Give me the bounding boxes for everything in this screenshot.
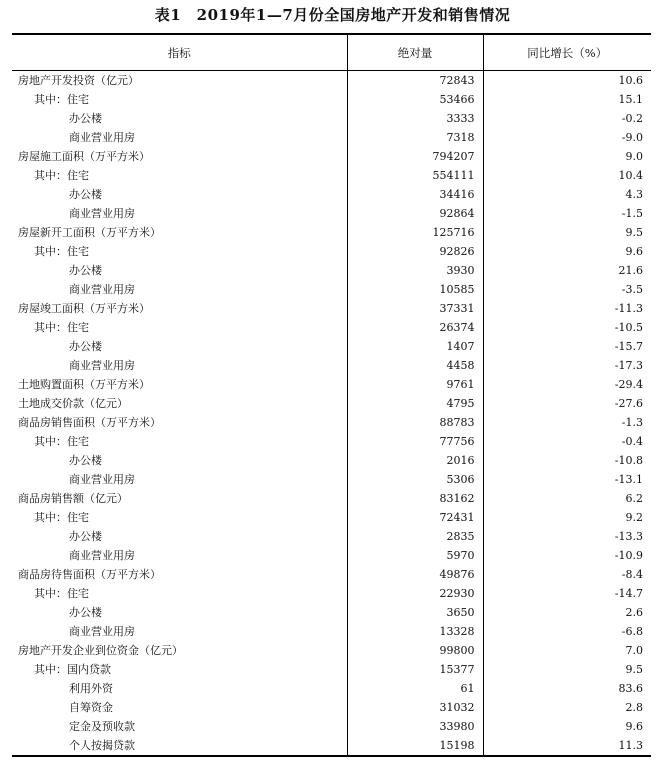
growth-cell: 2.8 bbox=[483, 698, 651, 717]
absolute-value-cell: 33980 bbox=[347, 717, 483, 736]
table-row bbox=[12, 71, 651, 91]
absolute-value-cell: 3333 bbox=[347, 109, 483, 128]
table-row bbox=[12, 698, 651, 717]
absolute-value-cell: 794207 bbox=[347, 147, 483, 166]
table-row bbox=[12, 356, 651, 375]
absolute-value-cell: 15377 bbox=[347, 660, 483, 679]
absolute-value-cell: 13328 bbox=[347, 622, 483, 641]
growth-cell: 83.6 bbox=[483, 679, 651, 698]
absolute-value-cell: 5306 bbox=[347, 470, 483, 489]
table-row bbox=[12, 166, 651, 185]
table-row bbox=[12, 299, 651, 318]
table-row bbox=[12, 546, 651, 565]
indicator-cell: 个人按揭贷款 bbox=[12, 736, 347, 756]
indicator-cell: 房地产开发投资（亿元） bbox=[18, 74, 139, 87]
growth-cell: -6.8 bbox=[483, 622, 651, 641]
indicator-cell: 利用外资 bbox=[69, 682, 113, 695]
indicator-cell: 其中：住宅 bbox=[34, 587, 89, 600]
growth-cell: -15.7 bbox=[483, 337, 651, 356]
indicator-cell: 商品房销售额（亿元） bbox=[18, 492, 128, 505]
absolute-value-cell: 72843 bbox=[347, 71, 483, 91]
absolute-value-cell: 554111 bbox=[347, 166, 483, 185]
table-row bbox=[12, 489, 651, 508]
absolute-value-cell: 53466 bbox=[347, 90, 483, 109]
growth-cell: -8.4 bbox=[483, 565, 651, 584]
indicator-cell: 商品房待售面积（万平方米） bbox=[18, 568, 161, 581]
growth-cell: 4.3 bbox=[483, 185, 651, 204]
indicator-cell: 商业营业用房 bbox=[69, 207, 135, 220]
growth-cell: -10.9 bbox=[483, 546, 651, 565]
indicator-cell: 其中：住宅 bbox=[34, 245, 89, 258]
absolute-value-cell: 125716 bbox=[347, 223, 483, 242]
indicator-cell: 办公楼 bbox=[69, 340, 102, 353]
absolute-value-cell: 2016 bbox=[347, 451, 483, 470]
absolute-value-cell: 83162 bbox=[347, 489, 483, 508]
growth-cell: 11.3 bbox=[483, 736, 651, 756]
table-row bbox=[12, 413, 651, 432]
indicator-cell: 定金及预收款 bbox=[69, 720, 135, 733]
growth-cell: 9.5 bbox=[483, 223, 651, 242]
growth-cell: 15.1 bbox=[483, 90, 651, 109]
growth-cell: -3.5 bbox=[483, 280, 651, 299]
indicator-cell: 办公楼 bbox=[69, 606, 102, 619]
table-row bbox=[12, 109, 651, 128]
table-row bbox=[12, 508, 651, 527]
indicator-cell: 办公楼 bbox=[69, 454, 102, 467]
table-row bbox=[12, 660, 651, 679]
absolute-value-cell: 15198 bbox=[347, 736, 483, 756]
growth-cell: -10.8 bbox=[483, 451, 651, 470]
indicator-cell: 商业营业用房 bbox=[69, 549, 135, 562]
indicator-cell: 房屋竣工面积（万平方米） bbox=[18, 302, 150, 315]
absolute-value-cell: 72431 bbox=[347, 508, 483, 527]
growth-cell: 10.6 bbox=[483, 71, 651, 91]
growth-cell: 7.0 bbox=[483, 641, 651, 660]
table-row bbox=[12, 147, 651, 166]
header-indicator: 指标 bbox=[12, 34, 347, 71]
indicator-cell: 办公楼 bbox=[69, 188, 102, 201]
table-row bbox=[12, 90, 651, 109]
table-row bbox=[12, 679, 651, 698]
absolute-value-cell: 77756 bbox=[347, 432, 483, 451]
table-row bbox=[12, 736, 651, 756]
absolute-value-cell: 5970 bbox=[347, 546, 483, 565]
indicator-cell: 办公楼 bbox=[69, 530, 102, 543]
indicator-cell: 商业营业用房 bbox=[69, 359, 135, 372]
indicator-cell: 其中：住宅 bbox=[34, 169, 89, 182]
indicator-cell: 办公楼 bbox=[69, 264, 102, 277]
growth-cell: 9.2 bbox=[483, 508, 651, 527]
table-row bbox=[12, 394, 651, 413]
growth-cell: 2.6 bbox=[483, 603, 651, 622]
table-row bbox=[12, 242, 651, 261]
table-row bbox=[12, 584, 651, 603]
growth-cell: -27.6 bbox=[483, 394, 651, 413]
absolute-value-cell: 26374 bbox=[347, 318, 483, 337]
header-absolute-value: 绝对量 bbox=[347, 34, 483, 71]
absolute-value-cell: 2835 bbox=[347, 527, 483, 546]
table-row bbox=[12, 280, 651, 299]
indicator-cell: 商品房销售面积（万平方米） bbox=[18, 416, 161, 429]
absolute-value-cell: 61 bbox=[347, 679, 483, 698]
table-row bbox=[12, 223, 651, 242]
growth-cell: -1.3 bbox=[483, 413, 651, 432]
table-row bbox=[12, 432, 651, 451]
growth-cell: -10.5 bbox=[483, 318, 651, 337]
table-title: 表1 2019年1—7月份全国房地产开发和销售情况 bbox=[154, 6, 511, 24]
absolute-value-cell: 22930 bbox=[347, 584, 483, 603]
indicator-cell: 商业营业用房 bbox=[69, 625, 135, 638]
indicator-cell: 房地产开发企业到位资金（亿元） bbox=[18, 644, 183, 657]
header-yoy-growth: 同比增长（%） bbox=[483, 34, 651, 71]
indicator-cell: 商业营业用房 bbox=[69, 283, 135, 296]
table-row bbox=[12, 451, 651, 470]
table-row bbox=[12, 318, 651, 337]
growth-cell: 9.0 bbox=[483, 147, 651, 166]
indicator-cell: 办公楼 bbox=[69, 112, 102, 125]
growth-cell: 10.4 bbox=[483, 166, 651, 185]
table-row bbox=[12, 717, 651, 736]
absolute-value-cell: 3930 bbox=[347, 261, 483, 280]
growth-cell: 9.6 bbox=[483, 717, 651, 736]
indicator-cell: 土地购置面积（万平方米） bbox=[18, 378, 150, 391]
growth-cell: -14.7 bbox=[483, 584, 651, 603]
absolute-value-cell: 9761 bbox=[347, 375, 483, 394]
absolute-value-cell: 31032 bbox=[347, 698, 483, 717]
absolute-value-cell: 99800 bbox=[347, 641, 483, 660]
table-header-row bbox=[12, 34, 651, 71]
table-row bbox=[12, 641, 651, 660]
growth-cell: 21.6 bbox=[483, 261, 651, 280]
absolute-value-cell: 7318 bbox=[347, 128, 483, 147]
absolute-value-cell: 34416 bbox=[347, 185, 483, 204]
indicator-cell: 房屋新开工面积（万平方米） bbox=[18, 226, 161, 239]
table-row bbox=[12, 603, 651, 622]
table-row bbox=[12, 337, 651, 356]
growth-cell: -9.0 bbox=[483, 128, 651, 147]
table-row bbox=[12, 204, 651, 223]
absolute-value-cell: 10585 bbox=[347, 280, 483, 299]
table-row bbox=[12, 565, 651, 584]
indicator-cell: 商业营业用房 bbox=[69, 131, 135, 144]
absolute-value-cell: 88783 bbox=[347, 413, 483, 432]
indicator-cell: 自筹资金 bbox=[69, 701, 113, 714]
indicator-cell: 房屋施工面积（万平方米） bbox=[18, 150, 150, 163]
growth-cell: -13.3 bbox=[483, 527, 651, 546]
indicator-cell: 土地成交价款（亿元） bbox=[18, 397, 128, 410]
growth-cell: -29.4 bbox=[483, 375, 651, 394]
absolute-value-cell: 1407 bbox=[347, 337, 483, 356]
absolute-value-cell: 49876 bbox=[347, 565, 483, 584]
growth-cell: 6.2 bbox=[483, 489, 651, 508]
growth-cell: -17.3 bbox=[483, 356, 651, 375]
indicator-cell: 其中：国内贷款 bbox=[34, 663, 111, 676]
growth-cell: -1.5 bbox=[483, 204, 651, 223]
indicator-cell: 其中：住宅 bbox=[34, 511, 89, 524]
growth-cell: 9.6 bbox=[483, 242, 651, 261]
indicator-cell: 其中：住宅 bbox=[34, 435, 89, 448]
table-row bbox=[12, 470, 651, 489]
table-body bbox=[12, 71, 651, 757]
table-row bbox=[12, 185, 651, 204]
table-row bbox=[12, 261, 651, 280]
growth-cell: -11.3 bbox=[483, 299, 651, 318]
indicator-cell: 商业营业用房 bbox=[69, 473, 135, 486]
table-row bbox=[12, 527, 651, 546]
growth-cell: -0.4 bbox=[483, 432, 651, 451]
growth-cell: -0.2 bbox=[483, 109, 651, 128]
table-row bbox=[12, 622, 651, 641]
growth-cell: 9.5 bbox=[483, 660, 651, 679]
absolute-value-cell: 4458 bbox=[347, 356, 483, 375]
absolute-value-cell: 3650 bbox=[347, 603, 483, 622]
absolute-value-cell: 92826 bbox=[347, 242, 483, 261]
growth-cell: -13.1 bbox=[483, 470, 651, 489]
table-row bbox=[12, 375, 651, 394]
indicator-cell: 其中：住宅 bbox=[34, 321, 89, 334]
absolute-value-cell: 92864 bbox=[347, 204, 483, 223]
data-table bbox=[12, 33, 651, 757]
indicator-cell: 其中：住宅 bbox=[34, 93, 89, 106]
absolute-value-cell: 4795 bbox=[347, 394, 483, 413]
table-row bbox=[12, 128, 651, 147]
absolute-value-cell: 37331 bbox=[347, 299, 483, 318]
